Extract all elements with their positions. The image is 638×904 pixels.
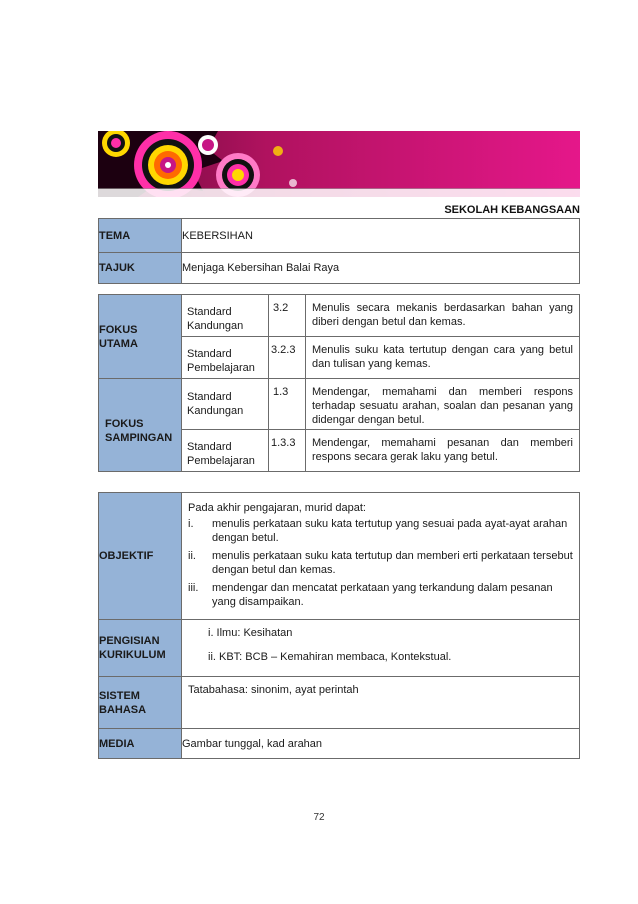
fokus-row-2-text: Menulis suku kata tertutup dengan cara yang betul dan tulisan yang kemas.	[306, 337, 580, 379]
fokus-row-4-type: Standard Pembelajaran	[182, 430, 269, 472]
fokus-row-4-text: Mendengar, memahami pesanan dan memberi respons secara gerak laku yang betul.	[306, 430, 580, 472]
objektif-intro: Pada akhir pengajaran, murid dapat:	[188, 502, 366, 514]
page-number: 72	[313, 812, 325, 823]
sistem-label-text: SISTEM BAHASA	[99, 689, 147, 716]
fokus-sampingan-label	[99, 379, 182, 472]
fokus-row-2-code: 3.2.3	[269, 337, 306, 379]
fokus-row-3-text: Mendengar, memahami dan memberi respons terhadap sesuatu arahan, soalan dan pesanan yang didengar dengan betul.	[306, 379, 580, 430]
pengisian-content	[182, 620, 580, 677]
fokus-row-3-type: Standard Kandungan	[182, 379, 269, 430]
objektif-item-3-text: mendengar dan mencatat perkataan yang terkandung dalam pesanan yang disampaikan.	[212, 582, 553, 608]
objektif-item-2	[188, 549, 573, 577]
decorative-banner-image	[98, 131, 580, 197]
fokus-row-1-text: Menulis secara mekanis berdasarkan bahan yang diberi dengan betul dan kemas.	[306, 295, 580, 337]
pengisian-item-1: i. Ilmu: Kesihatan	[208, 627, 293, 639]
pengisian-item-2: ii. KBT: BCB – Kemahiran membaca, Kontekstual.	[208, 651, 452, 663]
fokus-row-4-code: 1.3.3	[269, 430, 306, 472]
tajuk-label: TAJUK	[99, 253, 182, 284]
objektif-item-3-num: iii.	[188, 582, 199, 594]
objektif-content	[182, 493, 580, 620]
fokus-utama-text: FOKUS UTAMA	[99, 323, 138, 350]
media-value: Gambar tunggal, kad arahan	[182, 729, 580, 759]
tajuk-value: Menjaga Kebersihan Balai Raya	[182, 253, 580, 284]
pengisian-label	[99, 620, 182, 677]
tema-value: KEBERSIHAN	[182, 219, 580, 253]
fokus-row-3-code: 1.3	[269, 379, 306, 430]
objektif-item-2-text: menulis perkataan suku kata tertutup dan memberi erti perkataan tersebut dengan betul dan kemas.	[212, 550, 573, 576]
fokus-row-2-type: Standard Pembelajaran	[182, 337, 269, 379]
fokus-row-1-code: 3.2	[269, 295, 306, 337]
tema-label: TEMA	[99, 219, 182, 253]
pengisian-label-text: PENGISIAN KURIKULUM	[99, 635, 166, 661]
objektif-label: OBJEKTIF	[99, 493, 182, 620]
sistem-label	[99, 677, 182, 729]
fokus-utama-label	[99, 295, 182, 379]
sistem-value: Tatabahasa: sinonim, ayat perintah	[182, 677, 580, 729]
objektif-item-1	[188, 517, 573, 545]
fokus-row-1-type: Standard Kandungan	[182, 295, 269, 337]
info-table	[98, 218, 580, 284]
objektif-item-2-num: ii.	[188, 550, 196, 562]
objektif-item-1-num: i.	[188, 518, 194, 530]
objektif-item-3	[188, 581, 573, 609]
objektif-table	[98, 492, 580, 759]
fokus-sampingan-text: FOKUS SAMPINGAN	[105, 418, 173, 444]
fokus-table	[98, 294, 580, 472]
media-label: MEDIA	[99, 729, 182, 759]
header-banner	[98, 131, 580, 197]
objektif-item-1-text: menulis perkataan suku kata tertutup yang sesuai pada ayat-ayat arahan dengan betul.	[212, 518, 568, 544]
school-name: SEKOLAH KEBANGSAAN	[444, 204, 580, 216]
